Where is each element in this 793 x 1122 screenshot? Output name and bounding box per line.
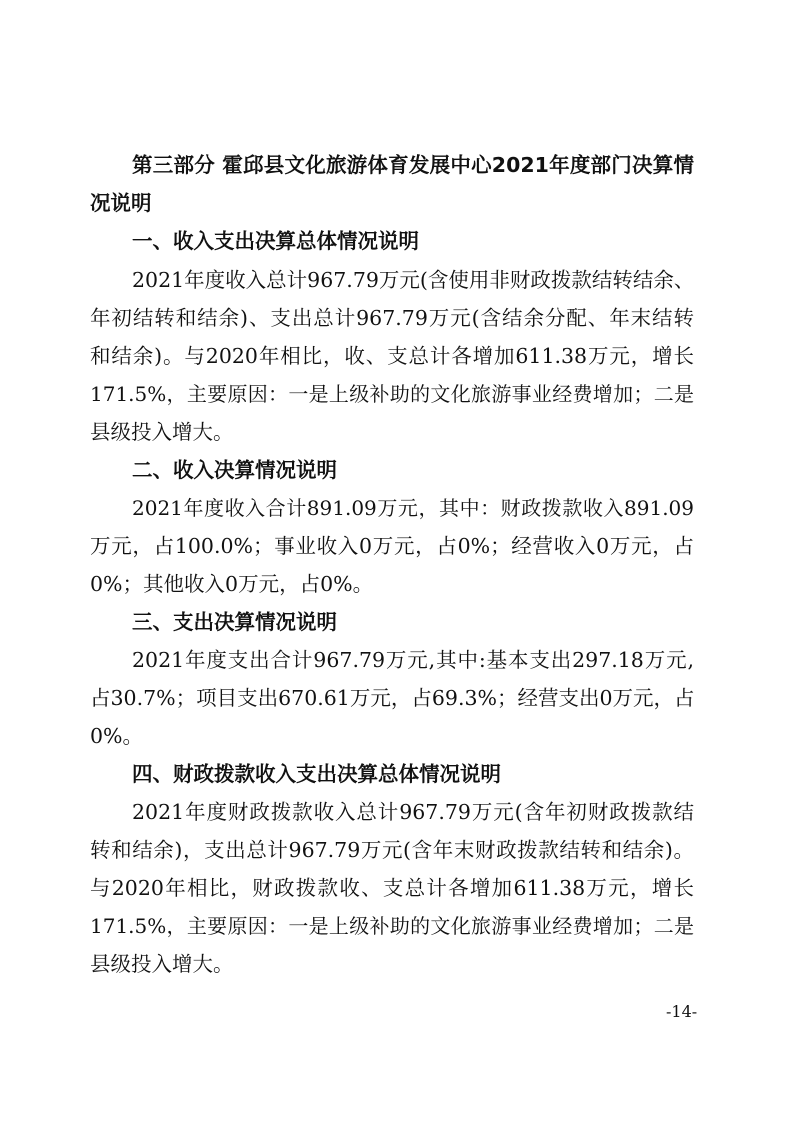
paragraph-line: 171.5%，主要原因：一是上级补助的文化旅游事业经费增加；二是 xyxy=(90,914,694,938)
section-heading-4: 四、财政拨款收入支出决算总体情况说明 xyxy=(132,762,501,786)
paragraph-line: 2021年度收入合计891.09万元，其中：财政拨款收入891.09 xyxy=(132,496,694,520)
title-line-2: 况说明 xyxy=(90,191,152,215)
paragraph-line: 万元，占100.0%；事业收入0万元，占0%；经营收入0万元，占 xyxy=(90,534,694,558)
paragraph-line: 171.5%，主要原因：一是上级补助的文化旅游事业经费增加；二是 xyxy=(90,382,694,406)
page-number: -14- xyxy=(666,1002,698,1021)
paragraph-line: 县级投入增大。 xyxy=(90,952,234,976)
paragraph-line: 占30.7%；项目支出670.61万元，占69.3%；经营支出0万元，占 xyxy=(90,686,695,710)
paragraph-line: 和结余)。与2020年相比，收、支总计各增加611.38万元，增长 xyxy=(90,344,694,368)
paragraph-line: 年初结转和结余)、支出总计967.79万元(含结余分配、年末结转 xyxy=(90,306,694,330)
paragraph-line: 与2020年相比，财政拨款收、支总计各增加611.38万元，增长 xyxy=(90,876,694,900)
paragraph-line: 2021年度收入总计967.79万元(含使用非财政拨款结转结余、 xyxy=(132,268,695,292)
paragraph-line: 2021年度支出合计967.79万元,其中:基本支出297.18万元, xyxy=(132,648,694,672)
paragraph-line: 2021年度财政拨款收入总计967.79万元(含年初财政拨款结 xyxy=(132,800,694,824)
paragraph-line: 县级投入增大。 xyxy=(90,420,234,444)
paragraph-line: 转和结余)，支出总计967.79万元(含年末财政拨款结转和结余)。 xyxy=(90,838,694,862)
paragraph-line: 0%。 xyxy=(90,724,144,748)
paragraph-line: 0%；其他收入0万元，占0%。 xyxy=(90,572,374,596)
section-heading-1: 一、收入支出决算总体情况说明 xyxy=(132,229,419,253)
title-line-1: 第三部分 霍邱县文化旅游体育发展中心2021年度部门决算情 xyxy=(132,153,694,177)
section-heading-3: 三、支出决算情况说明 xyxy=(132,610,337,634)
section-heading-2: 二、收入决算情况说明 xyxy=(132,458,337,482)
